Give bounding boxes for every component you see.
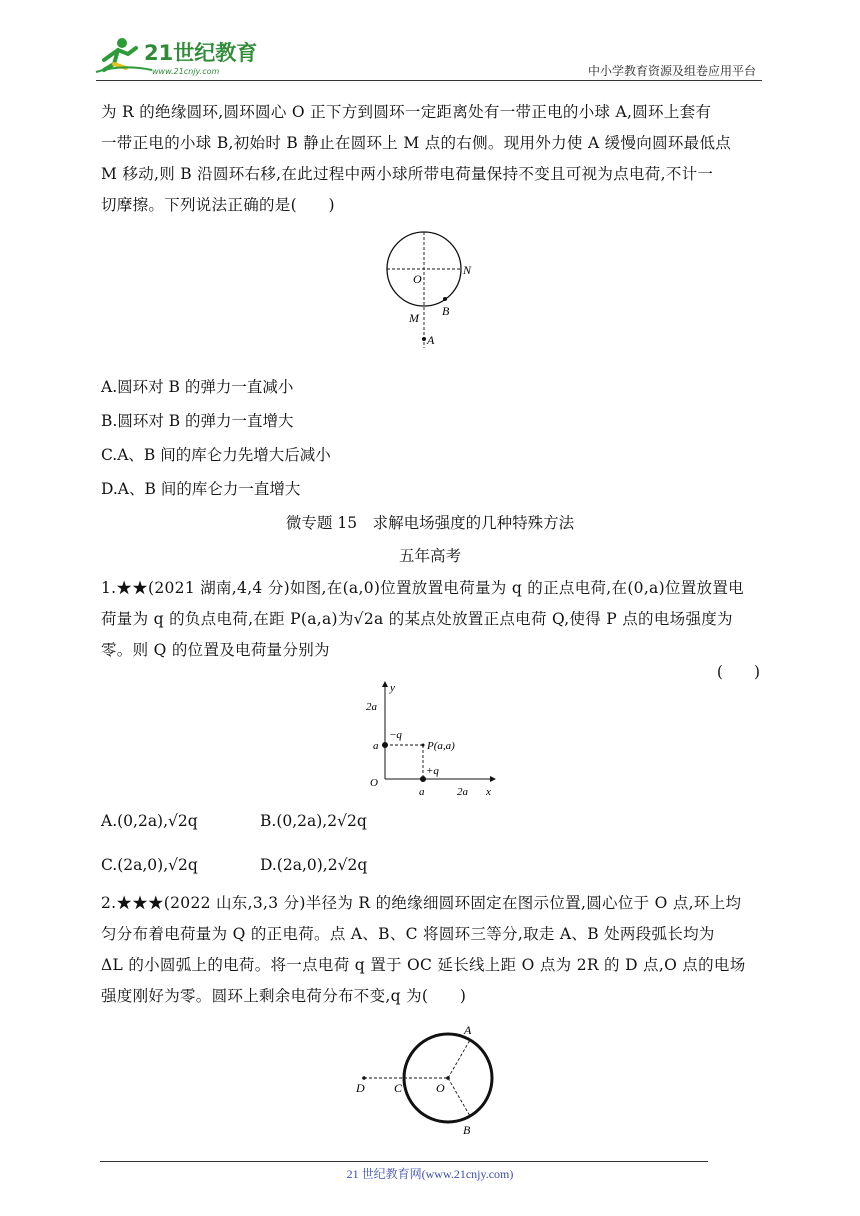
stem-line: 2.★★★(2022 山东,3,3 分)半径为 R 的绝缘细圆环固定在图示位置,圆心位于 O 点,环上均 (101, 894, 742, 912)
header-divider (96, 80, 762, 81)
y-arrow (382, 681, 388, 687)
label-n: N (463, 263, 472, 277)
option-d: D.(2a,0),2√2q (260, 856, 368, 874)
footer-divider (100, 1161, 708, 1162)
label-2a-y: 2a (366, 701, 377, 713)
question-1-stem (101, 573, 744, 666)
point-d (362, 1076, 366, 1080)
option-a: A.(0,2a),√2q (101, 812, 198, 830)
stem-line: 荷量为 q 的负点电荷,在距 P(a,a)为√2a 的某点处放置正点电荷 Q,使得 P 点的电场强度为 (101, 610, 733, 628)
label-o: O (413, 272, 422, 286)
dash-o-to-a (448, 1040, 470, 1078)
section-title: 微专题 15 求解电场强度的几种特殊方法 (285, 514, 575, 532)
label-m: M (409, 311, 419, 325)
question-2-stem (101, 888, 746, 1012)
section-subtitle: 五年高考 (398, 547, 461, 565)
option-c: C.(2a,0),√2q (101, 856, 198, 874)
x-arrow (490, 776, 496, 782)
label-neg-q: −q (389, 729, 402, 741)
option-b: B.(0,2a),2√2q (260, 812, 367, 830)
coordinate-figure-q1 (360, 678, 500, 800)
dash-o-to-b (448, 1078, 470, 1116)
ring-figure-prev (370, 228, 490, 358)
stem-line: 强度刚好为零。圆环上剩余电荷分布不变,q 为( ) (101, 987, 467, 1005)
platform-name: 中小学教育资源及组卷应用平台 (587, 64, 756, 78)
label-d: D (356, 1081, 365, 1095)
logo-text: 21世纪教育 (144, 41, 258, 65)
label-a-y: a (373, 740, 379, 752)
logo-url: www.21cnjy.com (152, 67, 220, 76)
label-c: C (394, 1081, 403, 1095)
charge-negative (382, 742, 388, 748)
label-x: x (486, 786, 491, 798)
label-a-x: a (419, 786, 425, 798)
stem-line: 1.★★(2021 湖南,4,4 分)如图,在(a,0)位置放置电荷量为 q 的正点电荷,在(0,a)位置放置电 (101, 579, 744, 597)
option-b: B.圆环对 B 的弹力一直增大 (101, 412, 294, 430)
label-pos-q: +q (426, 765, 439, 777)
label-a: A (464, 1023, 472, 1037)
label-p: P(a,a) (427, 740, 455, 752)
site-logo (92, 34, 262, 78)
option-c: C.A、B 间的库仑力先增大后减小 (101, 446, 331, 464)
stem-line: 零。则 Q 的位置及电荷量分别为 (101, 641, 330, 659)
stem-line: 一带正电的小球 B,初始时 B 静止在圆环上 M 点的右侧。现用外力使 A 缓慢向圆环最低点 (101, 134, 732, 152)
label-a: A (427, 333, 435, 347)
label-2a-x: 2a (457, 786, 468, 798)
page-header (0, 0, 860, 82)
ring-figure-q2 (350, 1020, 510, 1140)
option-a: A.圆环对 B 的弹力一直减小 (101, 378, 294, 396)
stem-line: 切摩擦。下列说法正确的是( ) (101, 196, 335, 214)
label-b: B (463, 1123, 471, 1137)
stem-line: 匀分布着电荷量为 Q 的正电荷。点 A、B、C 将圆环三等分,取走 A、B 处两段弧长均为 (101, 925, 715, 943)
label-b: B (442, 304, 450, 318)
point-o (446, 1076, 450, 1080)
label-origin: O (370, 777, 378, 789)
point-p (422, 744, 425, 747)
stem-line: 为 R 的绝缘圆环,圆环圆心 O 正下方到圆环一定距离处有一带正电的小球 A,圆环上套有 (101, 103, 712, 121)
option-d: D.A、B 间的库仑力一直增大 (101, 480, 301, 498)
stem-line: M 移动,则 B 沿圆环右移,在此过程中两小球所带电荷量保持不变且可视为点电荷,不计一 (101, 165, 714, 183)
ball-a (422, 337, 426, 341)
label-y: y (390, 682, 395, 694)
answer-paren: ( ) (716, 663, 760, 681)
footer-text: 21 世纪教育网(www.21cnjy.com) (346, 1167, 514, 1181)
stem-line: ΔL 的小圆弧上的电荷。将一点电荷 q 置于 OC 延长线上距 O 点为 2R 的 D 点,O 点的电场 (101, 956, 746, 974)
question-prev-stem (101, 97, 731, 221)
ball-b (443, 297, 447, 301)
label-o: O (436, 1081, 445, 1095)
